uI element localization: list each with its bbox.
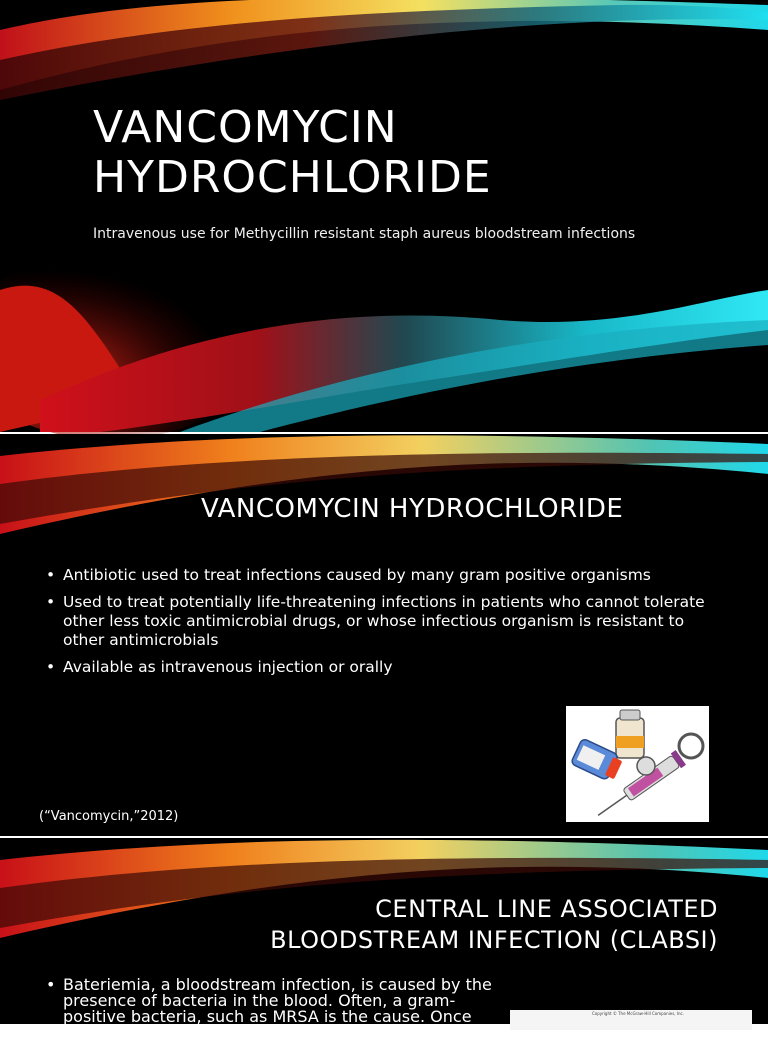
bullet-text: Used to treat potentially life-threatening infections in patients who cannot tolerate other less toxic antimicrobial drugs, or whose infectious organism is resistant to other antimicrobials xyxy=(63,593,705,649)
slide-title xyxy=(270,894,718,956)
title-slide xyxy=(0,0,768,432)
content-slide xyxy=(0,434,768,836)
bullet-text: Antibiotic used to treat infections caused by many gram positive organisms xyxy=(63,566,651,584)
title-line-2: HYDROCHLORIDE xyxy=(93,152,492,203)
list-item xyxy=(46,977,496,1041)
figure-caption: Copyright © The McGraw-Hill Companies, Inc. xyxy=(592,1011,685,1016)
slide-title xyxy=(93,103,492,203)
list-item xyxy=(46,593,726,650)
medicine-clipart-image xyxy=(566,706,709,822)
bullet-marker: • xyxy=(46,566,56,584)
bullet-marker: • xyxy=(46,593,56,611)
bullet-text: Bateriemia, a bloodstream infection, is caused by the presence of bacteria in the blood. Often, a gram-positive bacteria, such as MRSA is the cause. Once bacteria enters xyxy=(63,975,492,1042)
bullet-marker: • xyxy=(46,658,56,676)
bullet-marker: • xyxy=(46,975,56,994)
citation: (“Vancomycin,”2012) xyxy=(39,809,179,824)
list-item xyxy=(46,658,726,677)
medicine-vials-syringe-icon xyxy=(566,706,709,822)
bullet-list xyxy=(46,566,726,685)
decorative-swoosh-graphic xyxy=(0,434,768,544)
slide-subtitle: Intravenous use for Methycillin resistant staph aureus bloodstream infections xyxy=(93,226,636,242)
decorative-swoosh-graphic xyxy=(0,0,768,432)
title-line-2: BLOODSTREAM INFECTION (CLABSI) xyxy=(270,926,718,954)
list-item xyxy=(46,566,726,585)
slide-title: VANCOMYCIN HYDROCHLORIDE xyxy=(201,494,624,524)
bullet-list xyxy=(46,977,496,1041)
bullet-text: Available as intravenous injection or orally xyxy=(63,658,393,676)
title-line-1: VANCOMYCIN xyxy=(93,102,398,153)
title-line-1: CENTRAL LINE ASSOCIATED xyxy=(375,895,718,923)
figure-table-image xyxy=(510,1010,752,1030)
content-slide xyxy=(0,838,768,1042)
